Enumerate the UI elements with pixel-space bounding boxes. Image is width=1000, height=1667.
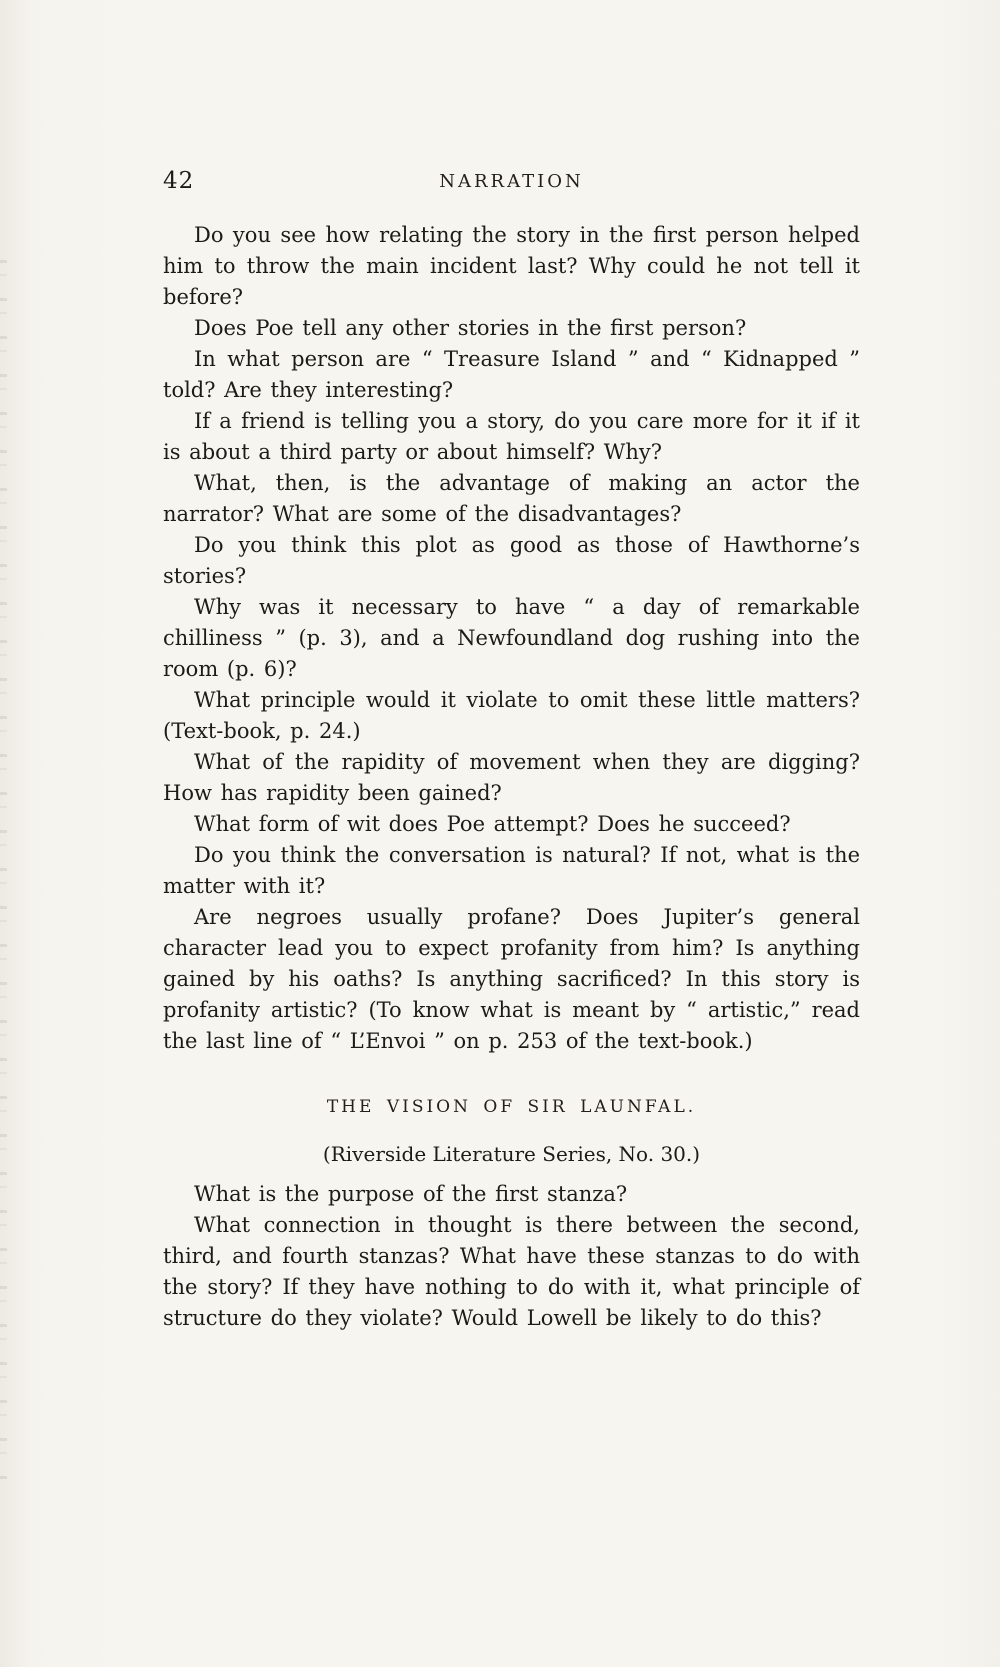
paragraph: In what person are “ Treasure Island ” and “ Kidnapped ” told? Are they interesting? — [163, 347, 860, 402]
paragraph: Do you think the conversation is natural? If not, what is the matter with it? — [163, 843, 860, 898]
paragraph: Are negroes usually profane? Does Jupiter’s general character lead you to expect profanity from him? Is anything gained by his oaths? Is anything sacrificed? In this story is profanity artistic? (To know what is meant by “ artistic,” read the last line of “ L’Envoi ” on p. 253 of the text-book.) — [163, 905, 860, 1053]
page-header-row — [163, 168, 860, 196]
section-subtitle: (Riverside Literature Series, No. 30.) — [322, 1142, 701, 1166]
running-header: NARRATION — [439, 171, 584, 192]
paragraph: What is the purpose of the first stanza? — [194, 1182, 628, 1206]
paragraph: Why was it necessary to have “ a day of remarkable chilliness ” (p. 3), and a Newfoundland dog rushing into the room (p. 6)? — [163, 595, 860, 681]
paragraph: What principle would it violate to omit these little matters? (Text-book, p. 24.) — [163, 688, 860, 743]
paragraph: What, then, is the advantage of making an actor the narrator? What are some of the disadvantages? — [163, 471, 860, 526]
paragraph: What of the rapidity of movement when they are digging? How has rapidity been gained? — [163, 750, 860, 805]
text-block — [163, 168, 860, 1334]
page-number: 42 — [163, 168, 195, 194]
scan-edge-artifact — [0, 260, 7, 1487]
section-heading: THE VISION OF SIR LAUNFAL. — [326, 1097, 697, 1117]
paragraph: If a friend is telling you a story, do you care more for it if it is about a third party or about himself? Why? — [163, 409, 860, 464]
paragraph: Does Poe tell any other stories in the first person? — [194, 316, 747, 340]
paragraph: What form of wit does Poe attempt? Does he succeed? — [194, 812, 791, 836]
paragraph: Do you think this plot as good as those of Hawthorne’s stories? — [163, 533, 860, 588]
paragraph: Do you see how relating the story in the first person helped him to throw the main incident last? Why could he not tell it before? — [163, 223, 860, 309]
paragraph: What connection in thought is there between the second, third, and fourth stanzas? What have these stanzas to do with the story? If they have nothing to do with it, what principle of structure do they violate? Would Lowell be likely to do this? — [163, 1213, 860, 1330]
